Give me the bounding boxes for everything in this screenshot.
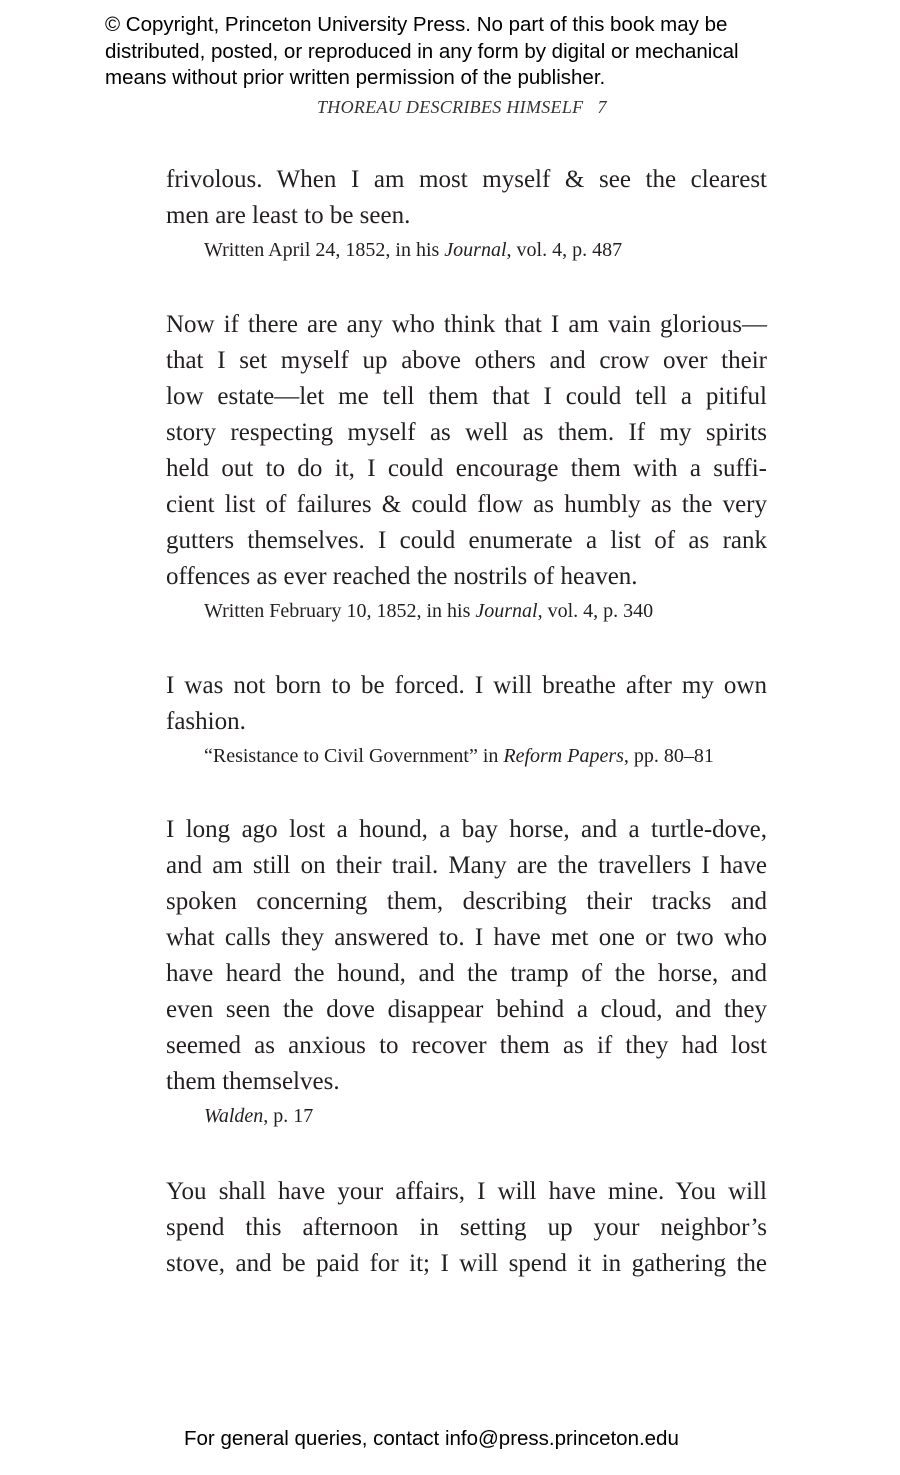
- text-line: even seen the dove disappear behind a cloud, and they: [166, 996, 767, 1023]
- passage-5: [166, 1174, 767, 1282]
- text-line: held out to do it, I could encourage them with a suffi-: [166, 455, 767, 482]
- text-line: them themselves.: [166, 1068, 340, 1095]
- text-line: that I set myself up above others and crow over their: [166, 347, 767, 374]
- text-line: seemed as anxious to recover them as if they had lost: [166, 1032, 767, 1059]
- text-line: have heard the hound, and the tramp of the horse, and: [166, 960, 767, 987]
- text-line: I was not born to be forced. I will breathe after my own: [166, 672, 767, 699]
- source-citation: [204, 236, 767, 264]
- passage-1: [166, 162, 767, 264]
- text-line: cient list of failures & could flow as humbly as the very: [166, 491, 767, 518]
- text-line: You shall have your affairs, I will have mine. You will: [166, 1178, 767, 1205]
- citation-text: “Resistance to Civil Government” in: [204, 745, 504, 767]
- source-citation: [204, 742, 767, 770]
- copyright-line: means without prior written permission of the publisher.: [105, 66, 606, 89]
- text-line: I long ago lost a hound, a bay horse, and a turtle-dove,: [166, 816, 767, 843]
- text-line: frivolous. When I am most myself & see the clearest: [166, 166, 767, 193]
- running-head: [317, 97, 607, 118]
- citation-text: Written February 10, 1852, in his: [204, 600, 476, 622]
- copyright-line: distributed, posted, or reproduced in any form by digital or mechanical: [105, 39, 739, 63]
- citation-text: Written April 24, 1852, in his: [204, 239, 445, 261]
- text-line: Now if there are any who think that I am vain glorious—: [166, 311, 767, 338]
- page-number: 7: [597, 97, 607, 117]
- copyright-notice: [105, 12, 825, 92]
- citation-text: , vol. 4, p. 340: [537, 600, 654, 622]
- text-line: spoken concerning them, describing their tracks and: [166, 888, 767, 915]
- citation-title: Walden: [204, 1105, 264, 1127]
- text-line: spend this afternoon in setting up your neighbor’s: [166, 1214, 767, 1241]
- text-line: what calls they answered to. I have met one or two who: [166, 924, 767, 951]
- text-line: low estate—let me tell them that I could tell a pitiful: [166, 383, 767, 410]
- footer-contact: For general queries, contact info@press.princeton.edu: [184, 1427, 679, 1450]
- source-citation: [204, 597, 767, 625]
- citation-text: , p. 17: [263, 1105, 314, 1127]
- text-line: and am still on their trail. Many are the travellers I have: [166, 852, 767, 879]
- citation-title: Reform Papers: [503, 745, 624, 767]
- passage-3: [166, 668, 767, 770]
- text-line: stove, and be paid for it; I will spend it in gathering the: [166, 1250, 767, 1277]
- passage-4: [166, 812, 767, 1130]
- running-head-title: THOREAU DESCRIBES HIMSELF: [317, 97, 584, 117]
- text-line: men are least to be seen.: [166, 202, 411, 229]
- text-line: offences as ever reached the nostrils of heaven.: [166, 563, 638, 590]
- text-line: fashion.: [166, 708, 246, 735]
- source-citation: [204, 1102, 767, 1130]
- citation-text: , vol. 4, p. 487: [506, 239, 623, 261]
- citation-title: Journal: [475, 600, 538, 622]
- citation-title: Journal: [444, 239, 507, 261]
- text-line: gutters themselves. I could enumerate a list of as rank: [166, 527, 767, 554]
- passage-2: [166, 307, 767, 625]
- citation-text: , pp. 80–81: [623, 745, 714, 767]
- copyright-line: © Copyright, Princeton University Press. No part of this book may be: [105, 13, 728, 36]
- text-line: story respecting myself as well as them. If my spirits: [166, 419, 767, 446]
